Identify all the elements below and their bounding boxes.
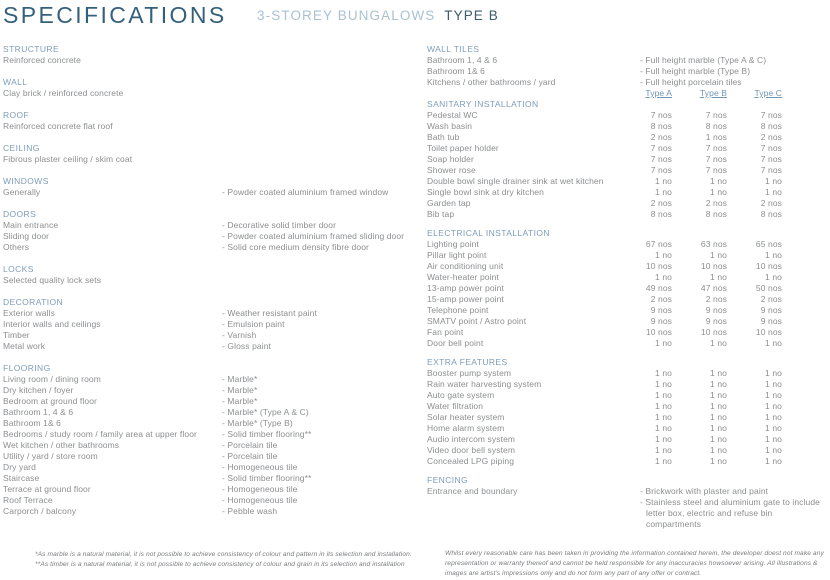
count-row (427, 239, 827, 250)
spec-section (3, 363, 421, 517)
spec-label: Utility / yard / store room (3, 451, 98, 461)
count-label: Pedestal WC (427, 110, 478, 120)
count-value-type-b: 2 nos (705, 294, 727, 304)
spec-section (3, 209, 421, 253)
spec-value: - Brickwork with plaster and paint (640, 486, 769, 496)
count-row (427, 272, 827, 283)
spec-row (3, 418, 421, 429)
count-label: Booster pump system (427, 368, 512, 378)
spec-row (3, 275, 421, 286)
spec-value: - Stainless steel and aluminium gate to include (640, 497, 820, 507)
spec-section (427, 44, 827, 88)
count-value-type-a: 9 nos (650, 305, 672, 315)
spec-label (427, 508, 640, 519)
count-row (427, 456, 827, 467)
count-value-type-b: 63 nos (700, 239, 727, 249)
spec-label: Metal work (3, 341, 46, 351)
count-label: Water-heater point (427, 272, 499, 282)
count-value-type-c: 1 no (765, 272, 782, 282)
spec-row (3, 187, 421, 198)
count-value-type-c: 1 no (765, 187, 782, 197)
spec-row (3, 429, 421, 440)
spec-label (427, 497, 640, 508)
spec-row (3, 374, 421, 385)
count-row (427, 187, 827, 198)
type-link-b[interactable]: Type B (699, 88, 727, 98)
spec-label: Wet kitchen / other bathrooms (3, 440, 120, 450)
count-value-type-a: 1 no (655, 445, 672, 455)
count-value-type-a: 1 no (655, 401, 672, 411)
count-value-type-a: 1 no (655, 272, 672, 282)
section-heading: STRUCTURE (3, 44, 60, 54)
count-label: SMATV point / Astro point (427, 316, 527, 326)
count-value-type-a: 1 no (655, 176, 672, 186)
count-row (427, 154, 827, 165)
spec-label: Fibrous plaster ceiling / skim coat (3, 154, 133, 164)
count-value-type-b: 7 nos (705, 154, 727, 164)
count-value-type-c: 65 nos (755, 239, 782, 249)
page-header (3, 2, 499, 32)
spec-row (427, 497, 827, 508)
count-row (427, 261, 827, 272)
count-value-type-a: 1 no (655, 379, 672, 389)
count-row (427, 445, 827, 456)
count-value-type-c: 9 nos (760, 316, 782, 326)
type-column-header-c (727, 88, 782, 99)
spec-label: Exterior walls (3, 308, 55, 318)
type-column-headers (427, 88, 827, 99)
count-value-type-b: 1 no (710, 272, 727, 282)
spec-value: letter box, electric and refuse bin compartments (646, 508, 773, 529)
spec-row (3, 231, 421, 242)
spec-value: - Homogeneous tile (222, 495, 298, 505)
count-value-type-c: 1 no (765, 445, 782, 455)
spec-value: - Decorative solid timber door (222, 220, 337, 230)
spec-row (3, 451, 421, 462)
count-row (427, 390, 827, 401)
type-column-header-a (617, 88, 672, 99)
type-link-a[interactable]: Type A (645, 88, 672, 98)
count-row (427, 423, 827, 434)
footnote-line: images are artist's impressions only and do not form any part of any offer or contract. (445, 570, 702, 577)
count-label: Double bowl single drainer sink at wet kitchen (427, 176, 604, 186)
count-label: Rain water harvesting system (427, 379, 542, 389)
subtitle-unit-type: TYPE B (444, 8, 499, 23)
section-heading: ROOF (3, 110, 30, 120)
count-row (427, 379, 827, 390)
count-value-type-c: 7 nos (760, 154, 782, 164)
count-section (427, 228, 827, 349)
count-label: Water filtration (427, 401, 484, 411)
spec-row (3, 396, 421, 407)
count-value-type-c: 7 nos (760, 143, 782, 153)
section-heading: WALL TILES (427, 44, 480, 54)
count-value-type-c: 10 nos (755, 327, 782, 337)
type-column-header-b (672, 88, 727, 99)
spec-label: Dry yard (3, 462, 36, 472)
spec-row (3, 242, 421, 253)
count-label: 13-amp power point (427, 283, 504, 293)
spec-label: Timber (3, 330, 30, 340)
count-value-type-c: 1 no (765, 456, 782, 466)
count-label: Home alarm system (427, 423, 505, 433)
count-row (427, 165, 827, 176)
spec-row (3, 407, 421, 418)
count-label: 15-amp power point (427, 294, 504, 304)
count-row (427, 338, 827, 349)
spec-value: - Solid timber flooring** (222, 429, 312, 439)
count-row (427, 143, 827, 154)
count-value-type-c: 1 no (765, 423, 782, 433)
count-value-type-a: 1 no (655, 368, 672, 378)
count-row (427, 327, 827, 338)
section-heading: LOCKS (3, 264, 34, 274)
count-label: Fan point (427, 327, 464, 337)
count-value-type-c: 10 nos (755, 261, 782, 271)
count-value-type-c: 2 nos (760, 132, 782, 142)
spec-label: Reinforced concrete (3, 55, 81, 65)
spec-row (3, 154, 421, 165)
spec-row (427, 77, 827, 88)
count-value-type-a: 1 no (655, 250, 672, 260)
count-value-type-a: 8 nos (650, 209, 672, 219)
count-value-type-b: 1 no (710, 412, 727, 422)
count-label: Pillar light point (427, 250, 487, 260)
spec-row (3, 88, 421, 99)
spec-row (3, 121, 421, 132)
count-value-type-a: 2 nos (650, 294, 672, 304)
count-value-type-a: 7 nos (650, 110, 672, 120)
count-value-type-c: 1 no (765, 379, 782, 389)
spec-row (3, 341, 421, 352)
count-label: Telephone point (427, 305, 489, 315)
count-value-type-c: 2 nos (760, 198, 782, 208)
count-row (427, 401, 827, 412)
spec-row (3, 220, 421, 231)
spec-label: Bedroom at ground floor (3, 396, 97, 406)
spec-value: - Weather resistant paint (222, 308, 317, 318)
spec-section (3, 77, 421, 99)
footnote-line: *As marble is a natural material, it is not possible to achieve consistency of colour and pattern in its selection and installation. (35, 551, 412, 558)
right-column (427, 44, 827, 538)
spec-value: - Full height marble (Type B) (640, 66, 751, 76)
count-value-type-c: 1 no (765, 390, 782, 400)
spec-row (427, 486, 827, 497)
count-row (427, 434, 827, 445)
count-value-type-b: 10 nos (700, 327, 727, 337)
count-row (427, 294, 827, 305)
count-value-type-c: 1 no (765, 434, 782, 444)
spec-value: - Emulsion paint (222, 319, 285, 329)
spec-row (3, 462, 421, 473)
count-value-type-b: 1 no (710, 187, 727, 197)
section-heading: FLOORING (3, 363, 51, 373)
count-value-type-a: 1 no (655, 390, 672, 400)
footnote-materials (35, 550, 420, 570)
spec-label: Interior walls and ceilings (3, 319, 101, 329)
count-value-type-c: 7 nos (760, 165, 782, 175)
count-label: Single bowl sink at dry kitchen (427, 187, 544, 197)
section-heading: WALL (3, 77, 28, 87)
count-value-type-b: 1 no (710, 456, 727, 466)
count-value-type-b: 1 no (710, 368, 727, 378)
count-value-type-a: 9 nos (650, 316, 672, 326)
count-label: Audio intercom system (427, 434, 516, 444)
count-value-type-c: 7 nos (760, 110, 782, 120)
count-value-type-b: 9 nos (705, 305, 727, 315)
spec-row (3, 319, 421, 330)
footnote-disclaimer (445, 549, 827, 579)
count-value-type-b: 8 nos (705, 121, 727, 131)
count-label: Garden tap (427, 198, 471, 208)
spec-label: Carporch / balcony (3, 506, 77, 516)
left-column (3, 44, 421, 528)
section-heading: CEILING (3, 143, 40, 153)
count-label: Video door bell system (427, 445, 516, 455)
count-section (427, 99, 827, 220)
spec-label: Clay brick / reinforced concrete (3, 88, 124, 98)
spec-row (427, 508, 827, 530)
spec-value: - Full height marble (Type A & C) (640, 55, 767, 65)
spec-value: - Homogeneous tile (222, 484, 298, 494)
count-value-type-a: 49 nos (645, 283, 672, 293)
count-label: Door bell point (427, 338, 484, 348)
count-label: Soap holder (427, 154, 474, 164)
count-value-type-a: 1 no (655, 456, 672, 466)
spec-value: - Marble* (Type B) (222, 418, 293, 428)
spec-label: Roof Terrace (3, 495, 53, 505)
count-value-type-c: 1 no (765, 176, 782, 186)
spec-row (3, 330, 421, 341)
spec-label: Sliding door (3, 231, 50, 241)
spec-value: - Powder coated aluminium framed sliding door (222, 231, 405, 241)
count-value-type-a: 1 no (655, 412, 672, 422)
spec-value: - Gloss paint (222, 341, 272, 351)
count-value-type-a: 1 no (655, 187, 672, 197)
count-value-type-b: 2 nos (705, 198, 727, 208)
count-value-type-a: 1 no (655, 423, 672, 433)
spec-value: - Marble* (Type A & C) (222, 407, 309, 417)
spec-row (3, 473, 421, 484)
section-heading: DOORS (3, 209, 37, 219)
count-value-type-b: 1 no (710, 176, 727, 186)
spec-section (427, 475, 827, 530)
spec-row (3, 385, 421, 396)
count-value-type-b: 1 no (710, 390, 727, 400)
spec-label: Bathroom 1, 4 & 6 (3, 407, 74, 417)
page-title: SPECIFICATIONS (3, 2, 227, 28)
count-value-type-a: 7 nos (650, 154, 672, 164)
section-heading: EXTRA FEATURES (427, 357, 508, 367)
count-value-type-c: 2 nos (760, 294, 782, 304)
count-label: Air conditioning unit (427, 261, 504, 271)
spec-section (3, 44, 421, 66)
spec-section (3, 264, 421, 286)
spec-row (3, 506, 421, 517)
count-value-type-c: 1 no (765, 412, 782, 422)
count-label: Concealed LPG piping (427, 456, 515, 466)
count-row (427, 305, 827, 316)
count-value-type-c: 1 no (765, 250, 782, 260)
count-row (427, 110, 827, 121)
spec-label: Bathroom 1, 4 & 6 (427, 55, 498, 65)
count-value-type-b: 1 no (710, 250, 727, 260)
type-link-c[interactable]: Type C (754, 88, 782, 98)
spec-value: - Porcelain tile (222, 451, 278, 461)
spec-row (3, 495, 421, 506)
count-value-type-c: 9 nos (760, 305, 782, 315)
count-value-type-b: 8 nos (705, 209, 727, 219)
footnote-line: Whilst every reasonable care has been taken in providing the information contained herein, the developer doest not make any (445, 550, 824, 557)
count-value-type-a: 67 nos (645, 239, 672, 249)
spec-label: Living room / dining room (3, 374, 101, 384)
count-label: Shower rose (427, 165, 476, 175)
spec-label: Reinforced concrete flat roof (3, 121, 113, 131)
count-label: Bath tub (427, 132, 460, 142)
spec-value: - Marble* (222, 396, 258, 406)
spec-label: Others (3, 242, 30, 252)
section-heading: ELECTRICAL INSTALLATION (427, 228, 550, 238)
spec-value: - Solid timber flooring** (222, 473, 312, 483)
count-value-type-c: 50 nos (755, 283, 782, 293)
count-label: Wash basin (427, 121, 473, 131)
spec-section (3, 297, 421, 352)
count-value-type-a: 1 no (655, 434, 672, 444)
spec-row (3, 55, 421, 66)
count-label: Toilet paper holder (427, 143, 499, 153)
spec-value: - Porcelain tile (222, 440, 278, 450)
spec-value: - Marble* (222, 385, 258, 395)
count-value-type-a: 10 nos (645, 327, 672, 337)
count-label: Auto gate system (427, 390, 495, 400)
spec-value: - Full height porcelain tiles (640, 77, 742, 87)
section-heading: FENCING (427, 475, 469, 485)
count-value-type-c: 1 no (765, 401, 782, 411)
spec-value: - Varnish (222, 330, 257, 340)
count-value-type-b: 1 no (710, 434, 727, 444)
count-value-type-c: 1 no (765, 368, 782, 378)
count-value-type-a: 2 nos (650, 132, 672, 142)
spec-row (427, 55, 827, 66)
count-value-type-a: 1 no (655, 338, 672, 348)
footnote-line: **As timber is a natural material, it is not possible to achieve consistency of colour and grain in its selection and installation (35, 561, 405, 568)
count-value-type-b: 7 nos (705, 165, 727, 175)
spec-label: Staircase (3, 473, 40, 483)
count-value-type-b: 7 nos (705, 143, 727, 153)
count-value-type-b: 9 nos (705, 316, 727, 326)
count-label: Bib tap (427, 209, 455, 219)
spec-label: Bathroom 1& 6 (427, 66, 485, 76)
type-header-spacer (427, 88, 617, 99)
count-value-type-b: 1 no (710, 401, 727, 411)
spec-value: - Solid core medium density fibre door (222, 242, 369, 252)
count-row (427, 250, 827, 261)
spec-label: Terrace at ground floor (3, 484, 91, 494)
spec-label: Bathroom 1& 6 (3, 418, 61, 428)
count-value-type-c: 8 nos (760, 121, 782, 131)
spec-section (3, 143, 421, 165)
spec-value: - Powder coated aluminium framed window (222, 187, 389, 197)
footnote-line: representation or warranty thereof and cannot be held responsible for any inaccuracies howsoever arising. All illustrations & (445, 560, 818, 567)
count-row (427, 283, 827, 294)
count-row (427, 198, 827, 209)
spec-label: Bedrooms / study room / family area at upper floor (3, 429, 197, 439)
count-value-type-b: 1 no (710, 338, 727, 348)
count-value-type-c: 1 no (765, 338, 782, 348)
count-row (427, 412, 827, 423)
count-label: Lighting point (427, 239, 479, 249)
count-row (427, 132, 827, 143)
count-row (427, 176, 827, 187)
spec-label: Main entrance (3, 220, 59, 230)
spec-label: Entrance and boundary (427, 486, 518, 496)
spec-label: Generally (3, 187, 41, 197)
spec-section (3, 176, 421, 198)
page-subtitle (257, 8, 499, 23)
spec-row (3, 484, 421, 495)
count-label: Solar heater system (427, 412, 505, 422)
count-value-type-a: 2 nos (650, 198, 672, 208)
section-heading: SANITARY INSTALLATION (427, 99, 539, 109)
count-value-type-a: 8 nos (650, 121, 672, 131)
count-value-type-b: 1 no (710, 379, 727, 389)
count-value-type-b: 1 nos (705, 132, 727, 142)
count-value-type-b: 1 no (710, 423, 727, 433)
spec-label: Kitchens / other bathrooms / yard (427, 77, 556, 87)
count-value-type-b: 7 nos (705, 110, 727, 120)
count-section (427, 357, 827, 467)
spec-row (3, 440, 421, 451)
count-value-type-a: 10 nos (645, 261, 672, 271)
count-value-type-a: 7 nos (650, 143, 672, 153)
count-value-type-b: 1 no (710, 445, 727, 455)
count-value-type-b: 47 nos (700, 283, 727, 293)
count-row (427, 368, 827, 379)
spec-label: Selected quality lock sets (3, 275, 102, 285)
spec-value: - Marble* (222, 374, 258, 384)
spec-value: - Homogeneous tile (222, 462, 298, 472)
count-row (427, 121, 827, 132)
spec-row (3, 308, 421, 319)
spec-section (3, 110, 421, 132)
count-value-type-b: 10 nos (700, 261, 727, 271)
spec-row (427, 66, 827, 77)
count-value-type-c: 8 nos (760, 209, 782, 219)
spec-value: - Pebble wash (222, 506, 278, 516)
section-heading: WINDOWS (3, 176, 49, 186)
subtitle-project-name: 3-STOREY BUNGALOWS (257, 8, 436, 23)
count-value-type-a: 7 nos (650, 165, 672, 175)
section-heading: DECORATION (3, 297, 64, 307)
spec-label: Dry kitchen / foyer (3, 385, 74, 395)
count-row (427, 316, 827, 327)
count-row (427, 209, 827, 220)
